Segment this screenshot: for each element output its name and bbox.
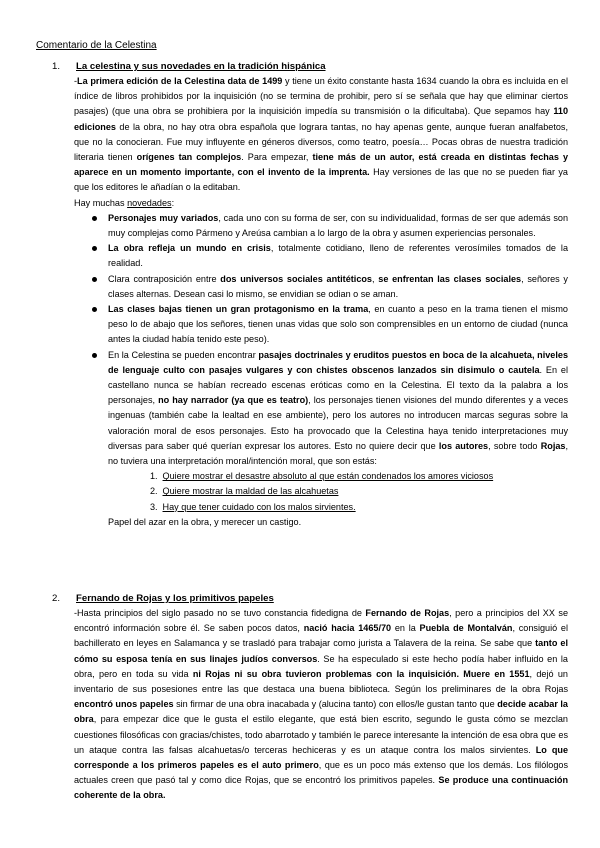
text-run: de la obra, no hay otra obra española que lograra tantas, no hay apenas gente, aunque fueran analfabetos, que no la conocieran. Fue muy influyente en géneros diversos, como teatro, poesía… Pocas obras de nuestra tradición literaria tienen [74,121,568,163]
list-item-bullet-2 [92,241,568,271]
text-run: -Hasta principios del siglo pasado no se tuvo constancia fidedigna de [74,608,366,618]
moral-intention-text-2: Quiere mostrar la maldad de las alcahuetas [162,486,339,497]
bold-text-run: orígenes tan complejos [136,152,242,163]
text-run: , cada uno con su forma de ser, con su individualidad, formas de ser que además son muy complejas como Pármeno y Areúsa cambian a lo largo de la obra y asumen experiencias personales. [108,212,568,239]
text-run: en la [391,623,420,634]
text-run: , totalmente cotidiano, lleno de referentes verosímiles tomados de la realidad. [108,243,568,269]
moral-intention-item-3 [134,500,568,515]
document-title: Comentario de la Celestina [36,40,157,51]
bold-text-run: Se produce una continuación coherente de la obra. [74,775,569,801]
bold-text-run: La primera edición de la Celestina data de 1499 [77,76,283,86]
section-2-heading [52,592,568,606]
bullet-3-text [108,274,568,299]
moral-intention-text-3: Hay que tener cuidado con los malos sirvientes. [162,501,356,512]
section-2-title: Fernando de Rojas y los primitivos papeles [76,593,274,604]
text-run: y tiene un éxito constante hasta 1634 cuando la obra es incluida en el índice de libros prohibidos por la inquisición (no se termina de prohibir, pero sí se señala que hay que eliminar ciertos pasajes) (que una obra se prohibiera por la inquisición impedía su transmisión o la dificultaba). Que sepamos hay [74,76,568,117]
text-run: sin firmar de una obra inacabada y (alucina tanto) con ellos/le gustan tanto que [173,699,498,710]
text-run: , en cuanto a peso en la trama tienen el mismo peso lo de abajo que los señores, tienen unas vidas que solo son comprensibles en un entorno de ciudad (nunca antes la ciudad había tenido este peso). [108,304,568,345]
moral-intention-number-1: 1. [150,471,158,482]
text-run: . Para empezar, [241,152,313,163]
bold-text-run: nació hacia 1465/70 [303,623,392,634]
text-run: , [372,273,379,284]
bold-text-run: dos universos sociales antitéticos [220,273,372,284]
bold-text-run: tiene más de un autor, está creada en distintas fechas y aparece en un momento importante, con el invento de la imprenta. [74,152,568,178]
bullet-icon [92,353,97,358]
text-run: , señores y clases alternas. Desean casi lo mismo, se envidian se odian o se aman. [108,273,568,299]
moral-intention-item-2 [134,484,568,499]
novedades-colon: : [171,197,175,208]
section-2 [52,592,568,804]
bold-text-run: Las clases bajas tienen un gran protagonismo en la trama [108,304,369,315]
bullet-icon [92,216,97,221]
text-run: Clara contraposición entre [108,273,221,284]
text-run: , sobre todo [488,440,541,451]
section-2-number: 2. [52,593,61,604]
bold-text-run: se enfrentan las clases sociales [378,273,522,284]
section-1-heading [52,60,568,74]
section-1-title: La celestina y sus novedades en la tradición hispánica [76,61,326,72]
section-1 [52,60,568,530]
text-run: , los personajes tienen visiones del mundo diferentes y a veces ingenuas (también cabe la lealtad en ese ambiente), pero los autores no introducen marcas seguras sobre la valoración moral de esos personajes. Esto ha provocado que la Celestina haya tenido interpretaciones muy diversas para saber qué querían expresar los autores. Esto no quiere decir que [108,395,568,451]
list-item-bullet-3 [92,272,568,302]
list-item-bullet-4 [92,302,568,348]
moral-intention-item-1 [134,469,568,484]
bullet-2-text [108,243,568,268]
section-1-paragraph-1 [74,74,568,196]
bullet-5-text [108,350,568,466]
moral-intentions-list [134,469,568,515]
text-run: , para empezar dice que le gusta el estilo elegante, que está bien escrito, segundo le gusta cómo se mezclan cuestiones filosóficas con gracias/chistes, todo abarrotado y también le parece interesante la intención de esa obra que es un ataque contra las falsas alcahuetas/o terceras hechiceras y es un ataque contra los malos sirvientes. [74,714,568,755]
bold-text-run: no hay narrador (ya que es teatro) [158,395,309,406]
bold-text-run: ni Rojas ni su obra tuvieron problemas con la inquisición. [192,668,459,679]
bold-text-run: encontró unos papeles [74,699,174,710]
text-run: . Se ha especulado si este hecho podía haber influido en la obra, pero en toda su vida [74,653,568,679]
bold-text-run: pasajes doctrinales y eruditos puestos en boca de la alcahueta, niveles de lenguaje culto con pasajes vulgares y con chistes obscenos lanzados sin disimulo o cautela [108,349,569,375]
moral-intention-number-3: 3. [150,501,158,512]
section-1-number: 1. [52,61,61,72]
text-run: . En el castellano nunca se habían recreado escenas eróticas como en la Celestina. El texto da la palabra a los personajes, [108,364,568,406]
list-item-bullet-1 [92,211,568,241]
text-run: , consiguió el bachillerato en leyes en Salamanca y se trasladó para trabajar como jurista a Talavera de la reina. Se sabe que [74,623,568,649]
text-run: , que es un poco más extenso que los demás. Los filólogos actuales creen que pasó tal y como dice Rojas, que se encontró los primitivos papeles. [74,760,568,786]
text-run: En la Celestina se pueden encontrar [108,349,259,360]
bold-text-run: 110 ediciones [74,106,568,132]
novedades-word: novedades [127,197,172,208]
text-run: , dejó un inventario de sus posesiones entre las que destaca una buena biblioteca. Según los preliminares de la obra Rojas [74,668,568,695]
moral-intention-text-1: Quiere mostrar el desastre absoluto al que están condenados los amores viciosos [162,471,494,482]
bullet-icon [92,246,97,251]
closing-line: Papel del azar en la obra, y merecer un castigo. [108,516,302,527]
bold-text-run: Lo que corresponde a los primeros papeles es el auto primero [74,744,568,771]
bold-text-run: Puebla de Montalván [419,623,513,634]
novedades-list [92,211,568,530]
novedades-intro [74,196,568,211]
bullet-icon [92,307,97,312]
list-item-bullet-5 [92,348,568,530]
bullet-1-text [108,213,568,238]
text-run: - [74,76,78,86]
bold-text-run: Fernando de Rojas [365,608,450,618]
section-2-paragraph-1 [74,606,568,804]
bold-text-run: tanto el cómo su esposa tenía en sus linajes judíos conversos [74,638,568,664]
text-run: , no tuviera una interpretación moral/intención moral, que son estás: [108,440,568,467]
bold-text-run: Personajes muy variados [108,212,219,223]
bold-text-run: La obra refleja un mundo en crisis [108,243,271,254]
bold-text-run: Muere en 1551 [463,668,530,679]
text-run: , pero a principios del XX se encontró información sobre él. Se saben pocos datos, [74,608,568,634]
bold-text-run: los autores [438,440,489,451]
moral-intention-number-2: 2. [150,486,158,497]
bold-text-run: Rojas [540,440,566,451]
bold-text-run: decide acabar la obra [74,699,568,725]
bullet-icon [92,277,97,282]
bullet-4-text [108,304,568,344]
novedades-intro-text: Hay muchas [74,197,128,208]
text-run: Hay versiones de las que no se pueden fiar ya que los editores le añadían o la editaban. [74,167,568,193]
